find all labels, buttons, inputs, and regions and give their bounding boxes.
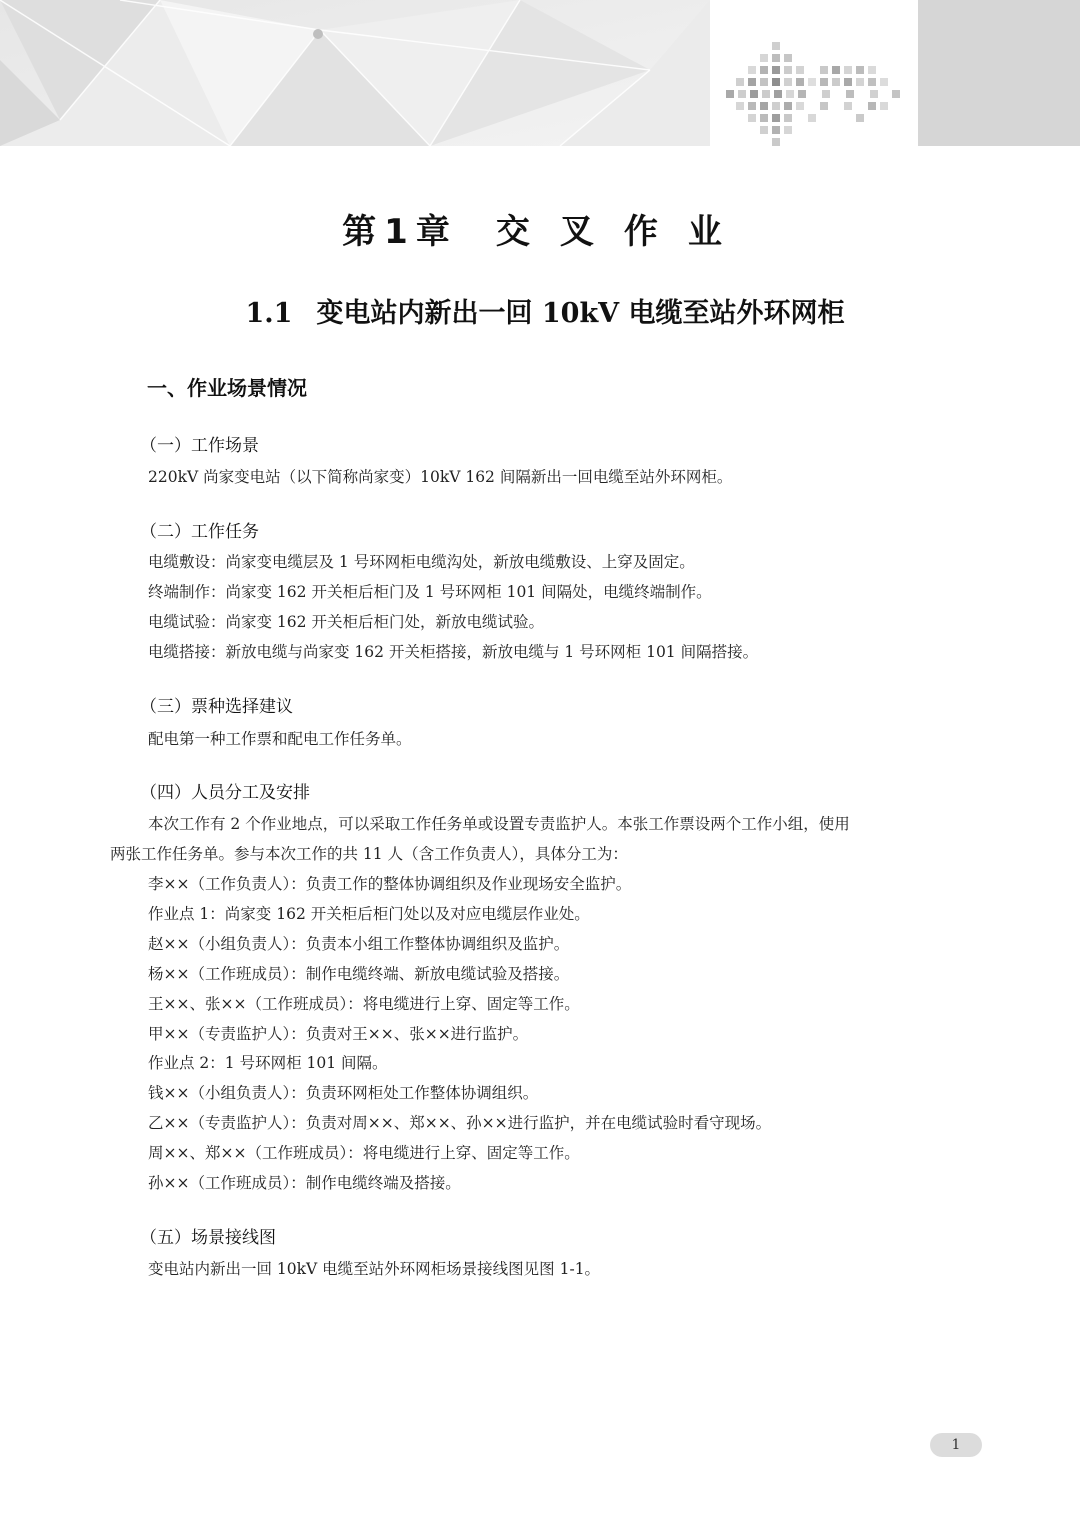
page-number-text: 1 bbox=[951, 1437, 961, 1453]
section-title-text: 变电站内新出一回 10kV 电缆至站外环网柜 bbox=[316, 298, 845, 329]
paragraph-line: 本次工作有 2 个作业地点，可以采取工作任务单或设置专责监护人。本张工作票设两个工作小组，使用 bbox=[148, 815, 850, 833]
paragraph-line: 甲××（专责监护人）：负责对王××、张××进行监护。 bbox=[148, 1025, 529, 1043]
chapter-title bbox=[0, 204, 1080, 253]
chapter-suffix: 章 bbox=[415, 212, 452, 252]
paragraph-line: 终端制作：尚家变 162 开关柜后柜门及 1 号环网柜 101 间隔处，电缆终端制作。 bbox=[148, 583, 712, 601]
paragraph-line: 电缆试验：尚家变 162 开关柜后柜门处，新放电缆试验。 bbox=[148, 613, 544, 631]
paragraph-line: 作业点 1：尚家变 162 开关柜后柜门处以及对应电缆层作业处。 bbox=[148, 905, 590, 923]
section-title bbox=[0, 291, 1080, 330]
paragraph-line: 作业点 2：1 号环网柜 101 间隔。 bbox=[148, 1054, 388, 1072]
header-decoration bbox=[0, 0, 1080, 146]
subheading-wiring-diagram: （五）场景接线图 bbox=[140, 1228, 276, 1248]
paragraph-line: 周××、郑××（工作班成员）：将电缆进行上穿、固定等工作。 bbox=[148, 1144, 580, 1162]
subheading-work-task: （二）工作任务 bbox=[140, 522, 259, 542]
section-number: 1.1 bbox=[245, 298, 293, 329]
paragraph-line: 王××、张××（工作班成员）：将电缆进行上穿、固定等工作。 bbox=[148, 995, 580, 1013]
subheading-ticket-type: （三）票种选择建议 bbox=[140, 697, 293, 717]
paragraph-line: 乙××（专责监护人）：负责对周××、郑××、孙××进行监护，并在电缆试验时看守现场。 bbox=[148, 1114, 772, 1132]
chapter-word: 叉 bbox=[559, 212, 596, 252]
subheading-work-scene: （一）工作场景 bbox=[140, 436, 259, 456]
header-pattern-graphic bbox=[0, 0, 1080, 146]
chapter-number: 1 bbox=[384, 212, 410, 252]
paragraph-line: 电缆敷设：尚家变电缆层及 1 号环网柜电缆沟处，新放电缆敷设、上穿及固定。 bbox=[148, 553, 695, 571]
paragraph-line: 两张工作任务单。参与本次工作的共 11 人（含工作负责人），具体分工为： bbox=[110, 845, 628, 863]
paragraph-line: 配电第一种工作票和配电工作任务单。 bbox=[148, 730, 412, 748]
subheading-staffing: （四）人员分工及安排 bbox=[140, 783, 310, 803]
paragraph-line: 220kV 尚家变电站（以下简称尚家变）10kV 162 间隔新出一回电缆至站外环网柜。 bbox=[148, 468, 733, 486]
paragraph-line: 钱××（小组负责人）：负责环网柜处工作整体协调组织。 bbox=[148, 1084, 539, 1102]
chapter-word: 作 bbox=[623, 212, 660, 252]
paragraph-line: 赵××（小组负责人）：负责本小组工作整体协调组织及监护。 bbox=[148, 935, 570, 953]
paragraph-line: 杨××（工作班成员）：制作电缆终端、新放电缆试验及搭接。 bbox=[148, 965, 570, 983]
page-number bbox=[930, 1433, 982, 1457]
paragraph-line: 孙××（工作班成员）：制作电缆终端及搭接。 bbox=[148, 1174, 461, 1192]
paragraph-line: 电缆搭接：新放电缆与尚家变 162 开关柜搭接，新放电缆与 1 号环网柜 101 间隔搭接。 bbox=[148, 643, 759, 661]
chapter-word: 业 bbox=[687, 212, 724, 252]
chapter-word: 交 bbox=[495, 212, 532, 252]
paragraph-line: 变电站内新出一回 10kV 电缆至站外环网柜场景接线图见图 1-1。 bbox=[148, 1260, 601, 1278]
chapter-prefix: 第 bbox=[342, 212, 379, 252]
paragraph-line: 李××（工作负责人）：负责工作的整体协调组织及作业现场安全监护。 bbox=[148, 875, 632, 893]
heading-scenario: 一、作业场景情况 bbox=[147, 376, 307, 400]
